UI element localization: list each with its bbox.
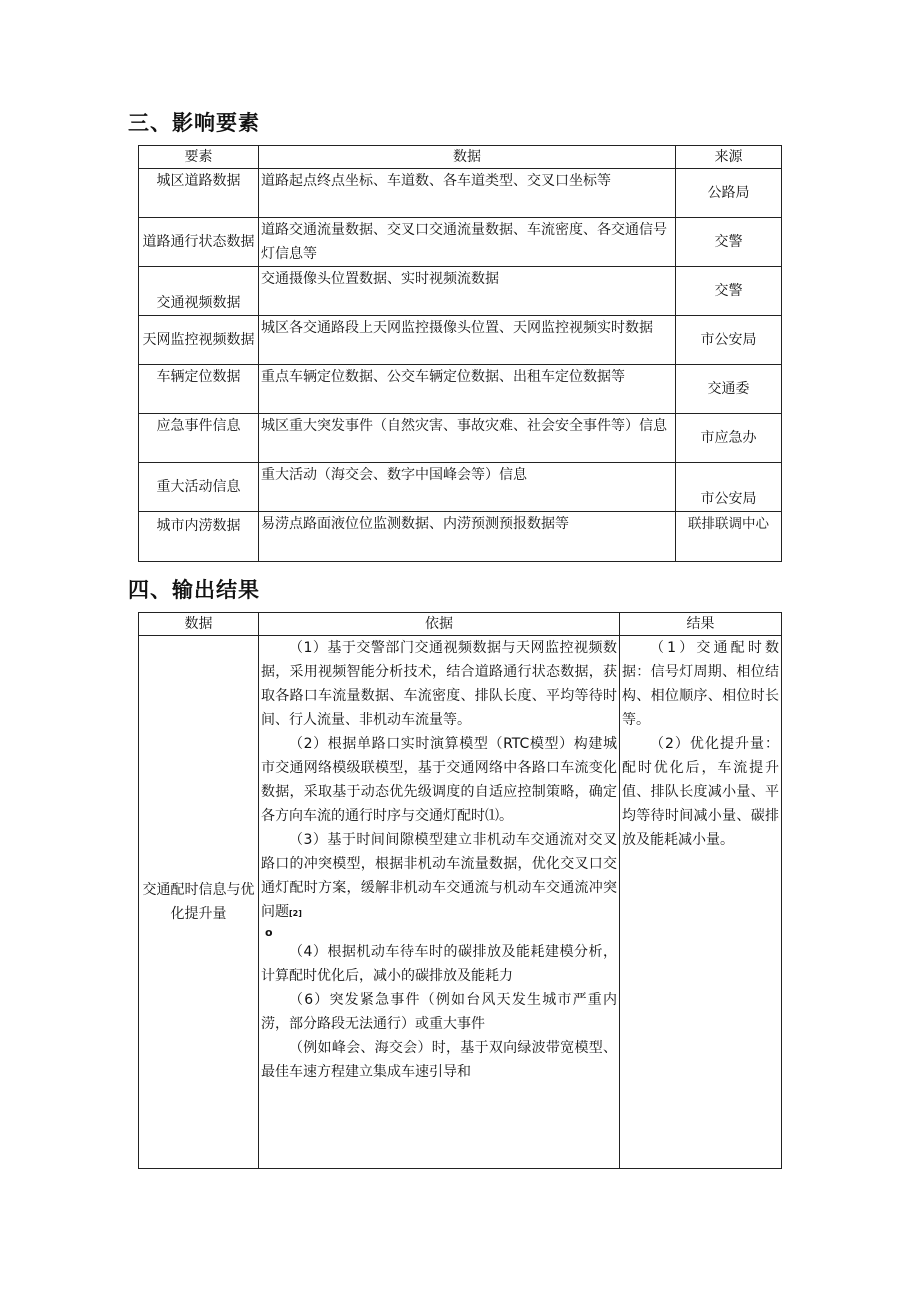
basis-paragraph-2: （2）根据单路口实时演算模型（RTC模型）构建城市交通网络模级联模型，基于交通网络中各路口车流变化数据，采取基于动态优先级调度的自适应控制策略，确定各方向车流的通行时序与交通灯配时⑴。 xyxy=(261,736,617,824)
source-cell: 联排联调中心 xyxy=(676,512,782,562)
factor-cell: 城市内涝数据 xyxy=(139,512,259,562)
factor-cell: 应急事件信息 xyxy=(139,414,259,463)
table-row xyxy=(139,414,782,463)
table-row xyxy=(139,512,782,562)
data-cell: 道路交通流量数据、交叉口交通流量数据、车流密度、各交通信号灯信息等 xyxy=(259,218,676,267)
factor-cell: 城区道路数据 xyxy=(139,169,259,218)
header-source: 来源 xyxy=(676,146,782,169)
data-cell: 道路起点终点坐标、车道数、各车道类型、交叉口坐标等 xyxy=(259,169,676,218)
factor-cell: 天网监控视频数据 xyxy=(139,316,259,365)
header-result: 结果 xyxy=(620,613,782,636)
source-cell: 市应急办 xyxy=(676,414,782,463)
header-basis: 依据 xyxy=(259,613,620,636)
data-cell: 易涝点路面液位位监测数据、内涝预测预报数据等 xyxy=(259,512,676,562)
data-cell: 重大活动（海交会、数字中国峰会等）信息 xyxy=(259,463,676,512)
basis-paragraph-6a: （6）突发紧急事件（例如台风天发生城市严重内涝，部分路段无法通行）或重大事件 xyxy=(261,992,617,1032)
basis-paragraph-3: （3）基于时间间隙模型建立非机动车交通流对交叉路口的冲突模型，根据非机动车流量数据，优化交叉口交通灯配时方案，缓解非机动车交通流与机动车交通流冲突问题[2] xyxy=(261,832,617,920)
table-row xyxy=(139,267,782,316)
factor-cell: 车辆定位数据 xyxy=(139,365,259,414)
source-cell: 交警 xyxy=(676,267,782,316)
factors-header-row xyxy=(139,146,782,169)
result-paragraph-2: （2）优化提升量：配时优化后，车流提升值、排队长度减小量、平均等待时间减小量、碳排放及能耗减小量。 xyxy=(622,736,779,848)
source-cell: 市公安局 xyxy=(676,316,782,365)
result-paragraph-1: （1）交通配时数据：信号灯周期、相位结构、相位顺序、相位时长等。 xyxy=(622,640,779,728)
output-header-row xyxy=(139,613,782,636)
table-row xyxy=(139,316,782,365)
table-row xyxy=(139,218,782,267)
table-row xyxy=(139,636,782,1169)
source-cell: 交通委 xyxy=(676,365,782,414)
header-factor: 要素 xyxy=(139,146,259,169)
section-3-title: 三、影响要素 xyxy=(128,111,260,135)
factor-cell: 交通视频数据 xyxy=(139,267,259,316)
basis-paragraph-1: （1）基于交警部门交通视频数据与天网监控视频数据，采用视频智能分析技术，结合道路通行状态数据，获取各路口车流量数据、车流密度、排队长度、平均等待时间、行人流量、非机动车流量等。 xyxy=(261,640,617,728)
table-row xyxy=(139,463,782,512)
factor-cell: 道路通行状态数据 xyxy=(139,218,259,267)
data-cell: 城区各交通路段上天网监控摄像头位置、天网监控视频实时数据 xyxy=(259,316,676,365)
table-row xyxy=(139,169,782,218)
output-table xyxy=(138,612,782,1169)
factors-table xyxy=(138,145,782,562)
result-cell xyxy=(620,636,782,1169)
basis-paragraph-6b: （例如峰会、海交会）时，基于双向绿波带宽模型、最佳车速方程建立集成车速引导和 xyxy=(261,1040,617,1080)
section-4-title: 四、输出结果 xyxy=(128,578,260,602)
source-cell: 市公安局 xyxy=(676,463,782,512)
data-cell: 城区重大突发事件（自然灾害、事故灾难、社会安全事件等）信息 xyxy=(259,414,676,463)
data-cell: 重点车辆定位数据、公交车辆定位数据、出租车定位数据等 xyxy=(259,365,676,414)
stray-o: o xyxy=(265,926,273,939)
data-cell: 交通摄像头位置数据、实时视频流数据 xyxy=(259,267,676,316)
header-data: 数据 xyxy=(139,613,259,636)
source-cell: 公路局 xyxy=(676,169,782,218)
citation-2: [2] xyxy=(289,909,302,918)
basis-cell xyxy=(259,636,620,1169)
header-data: 数据 xyxy=(259,146,676,169)
basis-paragraph-4: （4）根据机动车待车时的碳排放及能耗建模分析，计算配时优化后，减小的碳排放及能耗力 xyxy=(261,944,617,984)
output-data-cell: 交通配时信息与优化提升量 xyxy=(139,636,259,1169)
table-row xyxy=(139,365,782,414)
factor-cell: 重大活动信息 xyxy=(139,463,259,512)
source-cell: 交警 xyxy=(676,218,782,267)
